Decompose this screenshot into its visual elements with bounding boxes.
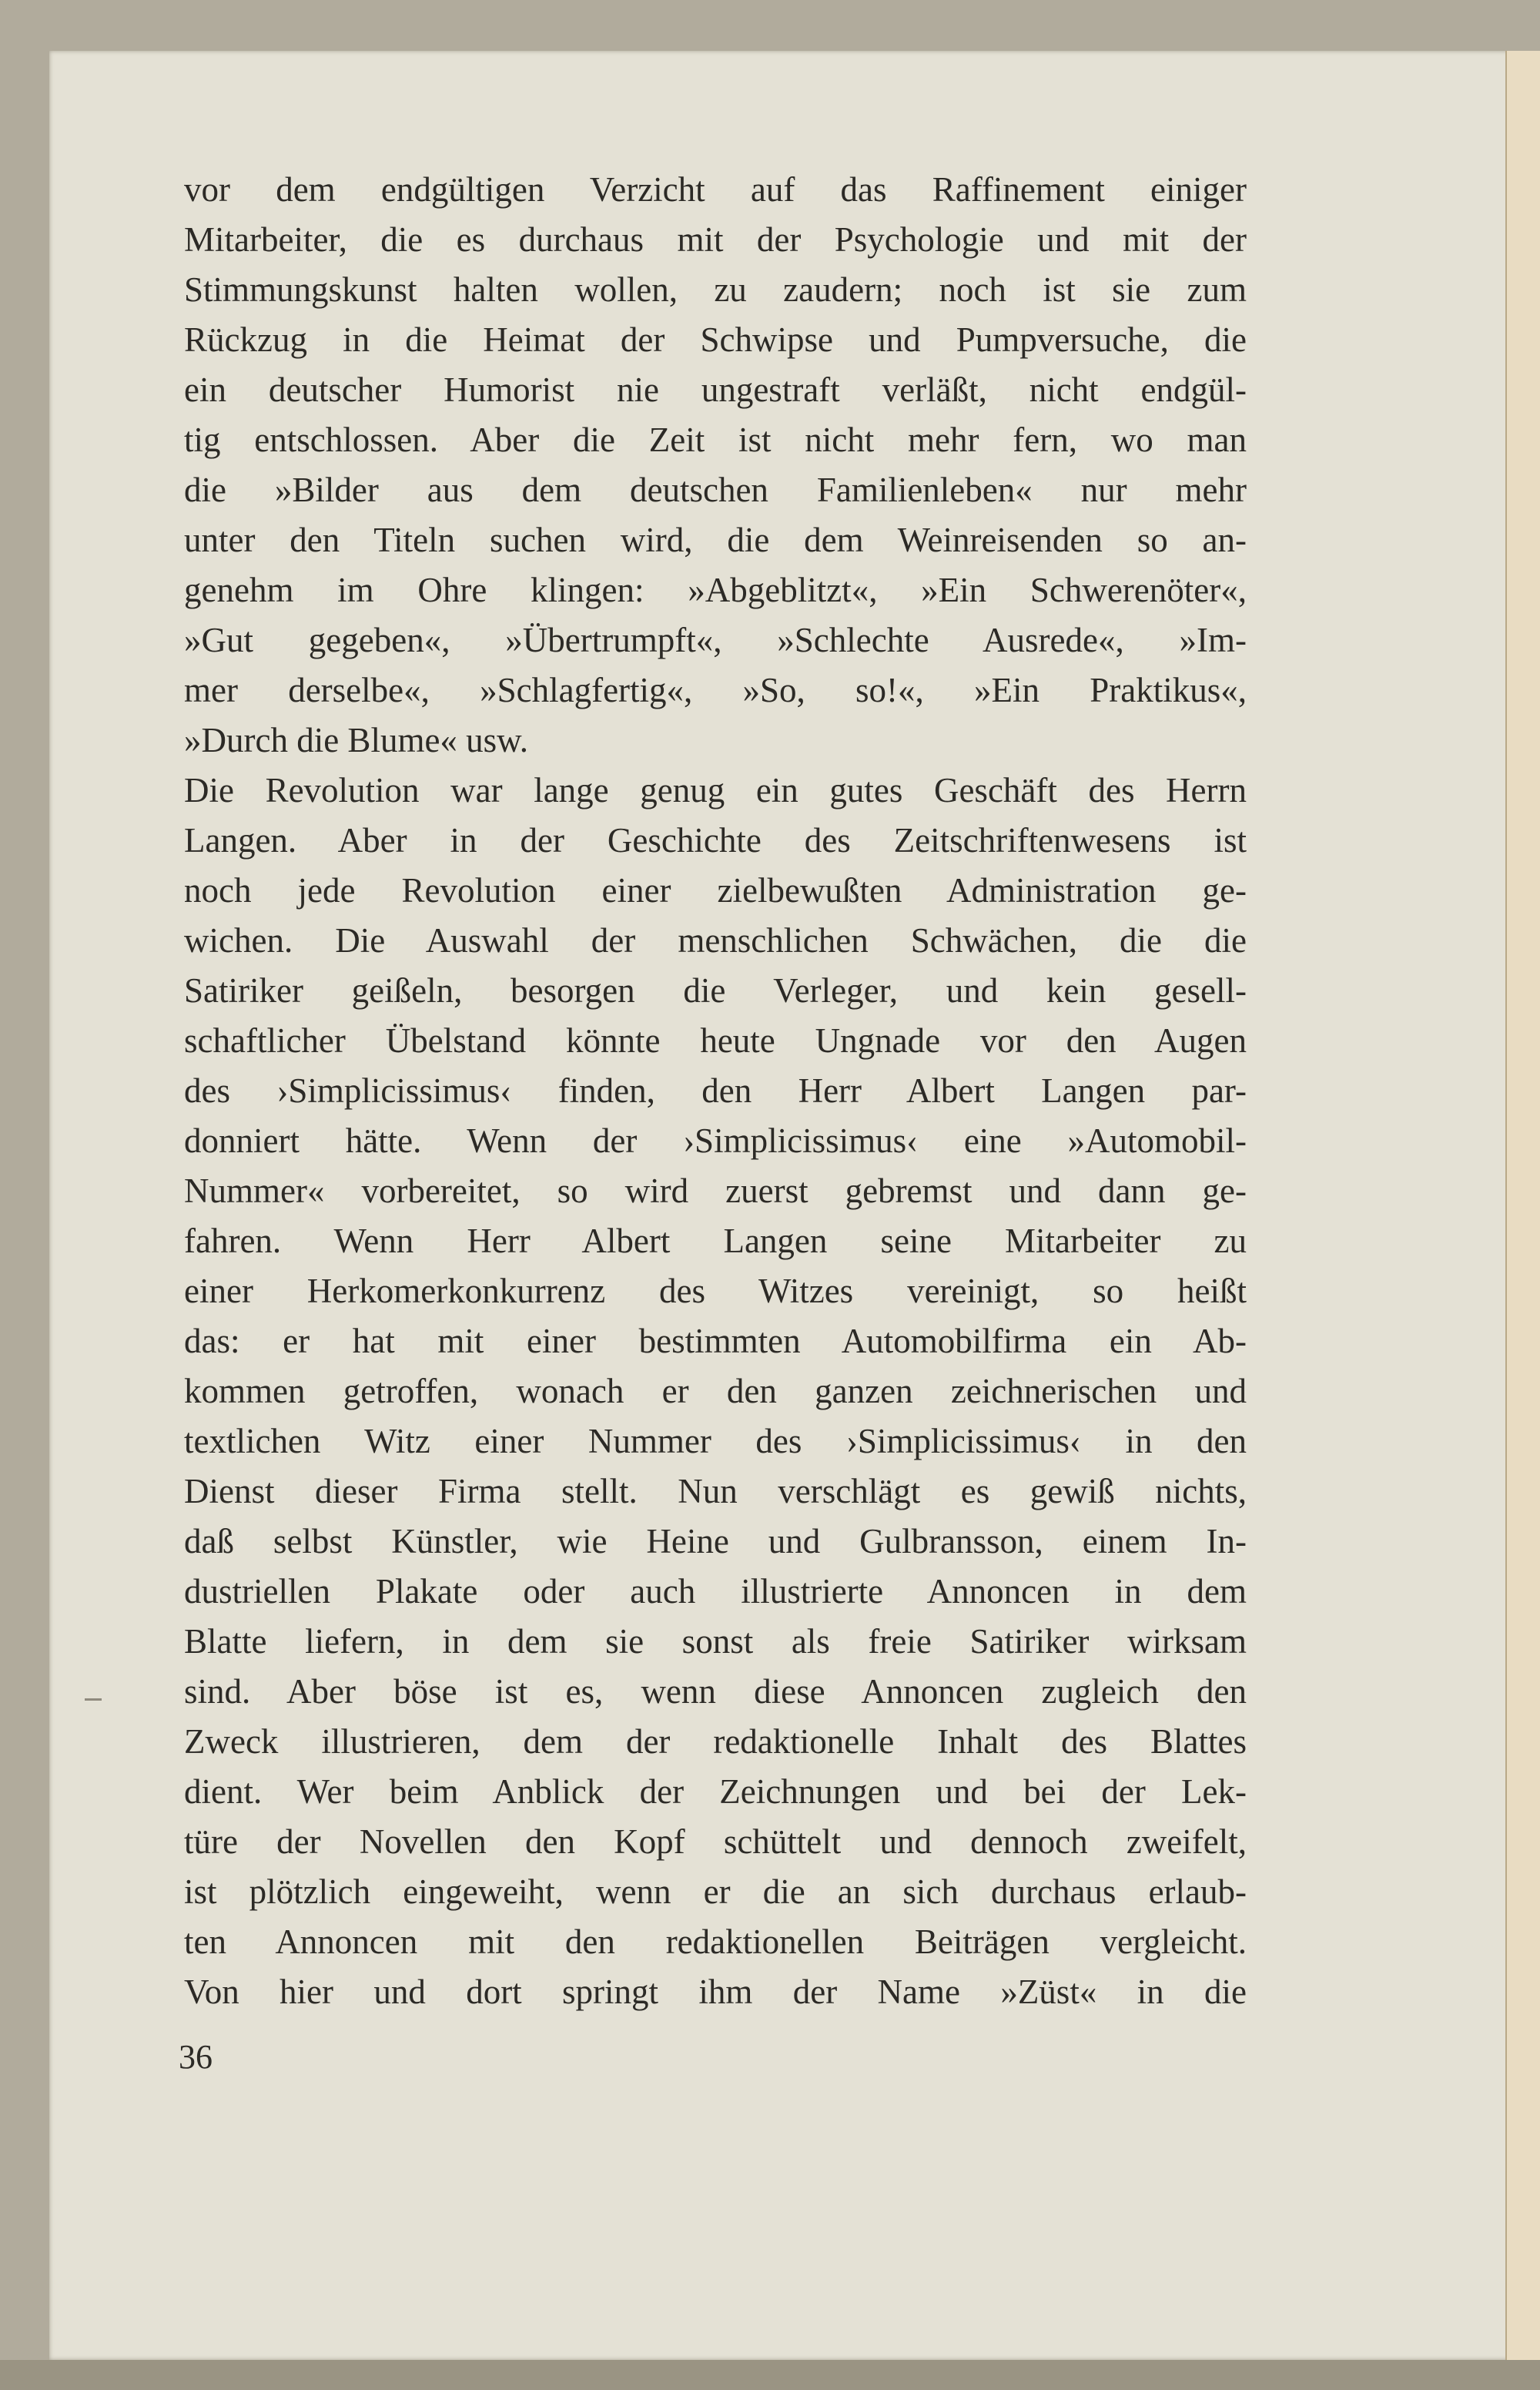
text-line: ein deutscher Humorist nie ungestraft verläßt, nicht endgül- — [184, 370, 1247, 409]
text-line: dustriellen Plakate oder auch illustrierte Annoncen in dem — [184, 1572, 1247, 1611]
text-line: Die Revolution war lange genug ein gutes Geschäft des Herrn — [184, 771, 1247, 810]
text-line: donniert hätte. Wenn der ›Simplicissimus‹ eine »Automobil- — [184, 1121, 1247, 1160]
text-line: genehm im Ohre klingen: »Abgeblitzt«, »Ein Schwerenöter«, — [184, 571, 1247, 609]
text-line: Zweck illustrieren, dem der redaktionelle Inhalt des Blattes — [184, 1722, 1247, 1761]
text-line: Rückzug in die Heimat der Schwipse und Pumpversuche, die — [184, 320, 1247, 359]
text-line: Dienst dieser Firma stellt. Nun verschlägt es gewiß nichts, — [184, 1472, 1247, 1510]
text-line: die »Bilder aus dem deutschen Familienleben« nur mehr — [184, 471, 1247, 509]
text-line: Langen. Aber in der Geschichte des Zeitschriftenwesens ist — [184, 821, 1247, 860]
text-line: ist plötzlich eingeweiht, wenn er die an sich durchaus erlaub- — [184, 1872, 1247, 1911]
text-line: »Gut gegeben«, »Übertrumpft«, »Schlechte Ausrede«, »Im- — [184, 621, 1247, 659]
text-line: schaftlicher Übelstand könnte heute Ungnade vor den Augen — [184, 1021, 1247, 1060]
text-line: vor dem endgültigen Verzicht auf das Raffinement einiger — [184, 170, 1247, 209]
scan-bottom-strip — [0, 2360, 1540, 2390]
text-line: unter den Titeln suchen wird, die dem Weinreisenden so an- — [184, 521, 1247, 559]
page-edge — [1505, 51, 1540, 2360]
text-line: noch jede Revolution einer zielbewußten Administration ge- — [184, 871, 1247, 910]
text-line: einer Herkomerkonkurrenz des Witzes vereinigt, so heißt — [184, 1272, 1247, 1310]
text-line: Satiriker geißeln, besorgen die Verleger, und kein gesell- — [184, 971, 1247, 1010]
text-line: Nummer« vorbereitet, so wird zuerst gebremst und dann ge- — [184, 1172, 1247, 1210]
text-line: ten Annoncen mit den redaktionellen Beiträgen vergleicht. — [184, 1922, 1247, 1961]
text-line: Von hier und dort springt ihm der Name »Züst« in die — [184, 1973, 1247, 2011]
body-text — [184, 165, 1247, 2017]
margin-mark — [85, 1698, 102, 1701]
text-line: tig entschlossen. Aber die Zeit ist nicht mehr fern, wo man — [184, 421, 1247, 459]
page-number: 36 — [179, 2038, 213, 2076]
text-line: wichen. Die Auswahl der menschlichen Schwächen, die die — [184, 921, 1247, 960]
text-line: Stimmungskunst halten wollen, zu zaudern; noch ist sie zum — [184, 270, 1247, 309]
text-line: das: er hat mit einer bestimmten Automobilfirma ein Ab- — [184, 1322, 1247, 1360]
text-line: textlichen Witz einer Nummer des ›Simplicissimus‹ in den — [184, 1422, 1247, 1460]
text-line: Mitarbeiter, die es durchaus mit der Psychologie und mit der — [184, 220, 1247, 259]
text-line: des ›Simplicissimus‹ finden, den Herr Albert Langen par- — [184, 1071, 1247, 1110]
text-line: sind. Aber böse ist es, wenn diese Annoncen zugleich den — [184, 1672, 1247, 1711]
text-line: mer derselbe«, »Schlagfertig«, »So, so!«, »Ein Praktikus«, — [184, 671, 1247, 709]
text-line: türe der Novellen den Kopf schüttelt und dennoch zweifelt, — [184, 1822, 1247, 1861]
text-line: »Durch die Blume« usw. — [184, 721, 529, 759]
text-line: Blatte liefern, in dem sie sonst als freie Satiriker wirksam — [184, 1622, 1247, 1661]
text-line: dient. Wer beim Anblick der Zeichnungen und bei der Lek- — [184, 1772, 1247, 1811]
text-line: kommen getroffen, wonach er den ganzen zeichnerischen und — [184, 1372, 1247, 1410]
text-line: fahren. Wenn Herr Albert Langen seine Mitarbeiter zu — [184, 1222, 1247, 1260]
text-line: daß selbst Künstler, wie Heine und Gulbransson, einem In- — [184, 1522, 1247, 1560]
